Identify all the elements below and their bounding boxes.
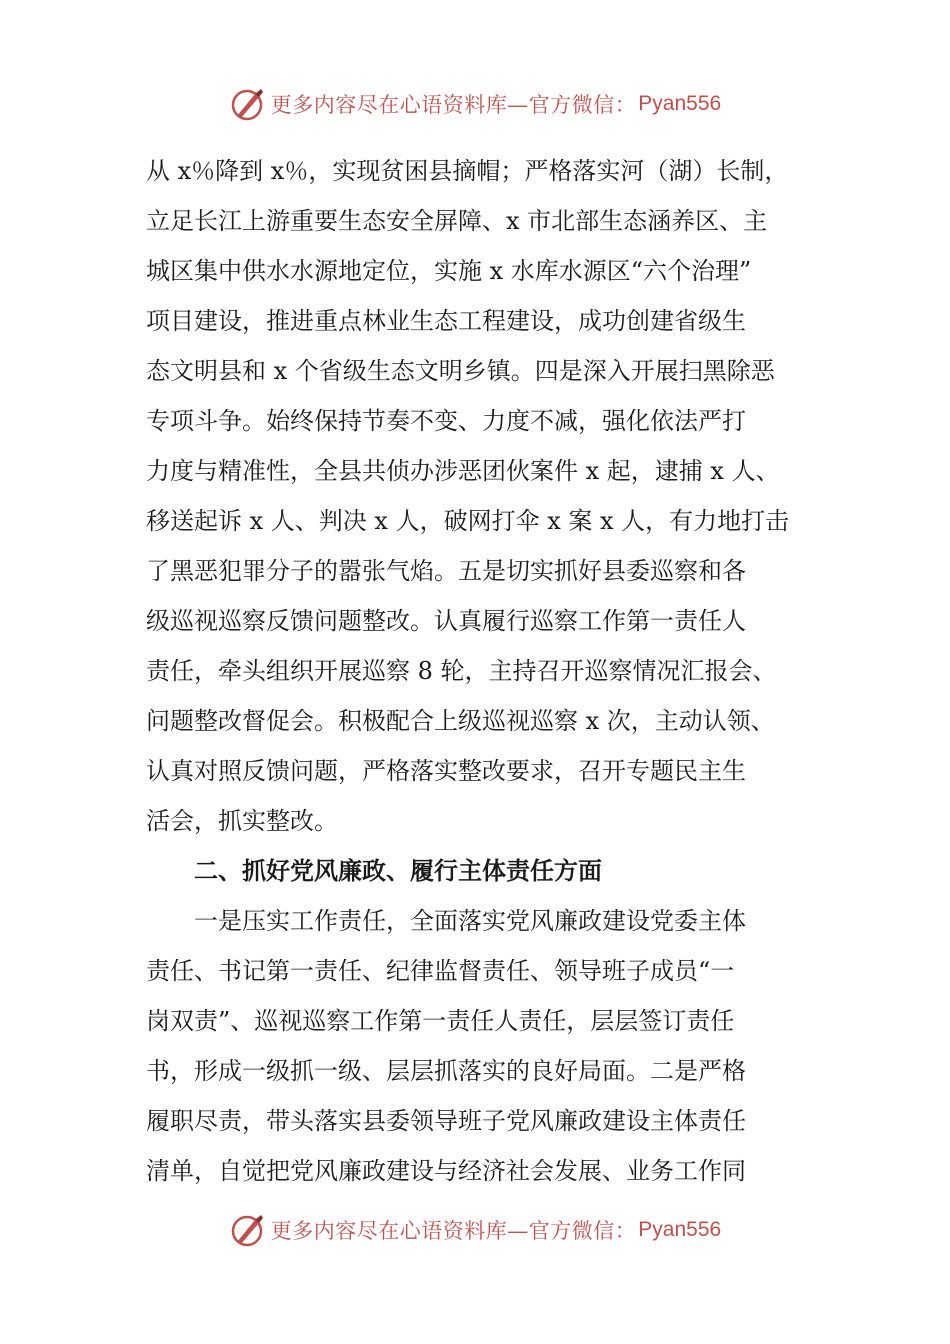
text-line: 活会，抓实整改。	[146, 807, 338, 835]
text-line: 态文明县和 x 个省级生态文明乡镇。四是深入开展扫黑除恶	[146, 357, 775, 385]
text-line: 力度与精准性，全县共侦办涉恶团伙案件 x 起，逮捕 x 人、	[146, 457, 780, 485]
text-line: 立足长江上游重要生态安全屏障、x 市北部生态涵养区、主	[146, 207, 768, 235]
section-heading: 二、抓好党风廉政、履行主体责任方面	[194, 857, 602, 885]
pen-logo-icon	[229, 1212, 265, 1248]
text-line: 城区集中供水水源地定位，实施 x 水库水源区“六个治理”	[146, 257, 752, 285]
text-line: 一是压实工作责任，全面落实党风廉政建设党委主体	[194, 907, 746, 935]
text-line: 从 x％降到 x％，实现贫困县摘帽；严格落实河（湖）长制，	[146, 157, 789, 185]
banner-text: 更多内容尽在心语资料库—官方微信：	[270, 93, 637, 117]
text-line: 级巡视巡察反馈问题整改。认真履行巡察工作第一责任人	[146, 607, 746, 635]
text-line: 岗双责”、巡视巡察工作第一责任人责任，层层签订责任	[146, 1007, 735, 1035]
text-line: 认真对照反馈问题，严格落实整改要求，召开专题民主生	[146, 757, 746, 785]
pen-logo-icon	[229, 86, 265, 122]
text-line: 书，形成一级抓一级、层层抓落实的良好局面。二是严格	[146, 1057, 746, 1085]
text-line: 履职尽责，带头落实县委领导班子党风廉政建设主体责任	[146, 1107, 746, 1135]
text-line: 了黑恶犯罪分子的嚣张气焰。五是切实抓好县委巡察和各	[146, 557, 746, 585]
text-line: 责任，牵头组织开展巡察 8 轮，主持召开巡察情况汇报会、	[146, 657, 777, 685]
header-banner	[0, 82, 950, 126]
text-line: 项目建设，推进重点林业生态工程建设，成功创建省级生	[146, 307, 746, 335]
text-line: 专项斗争。始终保持节奏不变、力度不减，强化依法严打	[146, 407, 746, 435]
document-body	[146, 146, 810, 1196]
banner-wechat-id: Pyan556	[638, 1218, 722, 1241]
banner-text: 更多内容尽在心语资料库—官方微信：	[270, 1219, 637, 1243]
footer-banner	[0, 1208, 950, 1252]
text-line: 移送起诉 x 人、判决 x 人，破网打伞 x 案 x 人，有力地打击	[146, 507, 790, 535]
text-line: 问题整改督促会。积极配合上级巡视巡察 x 次，主动认领、	[146, 707, 775, 735]
banner-wechat-id: Pyan556	[638, 92, 722, 115]
text-line: 责任、书记第一责任、纪律监督责任、领导班子成员“一	[146, 957, 735, 985]
text-line: 清单，自觉把党风廉政建设与经济社会发展、业务工作同	[146, 1157, 746, 1185]
